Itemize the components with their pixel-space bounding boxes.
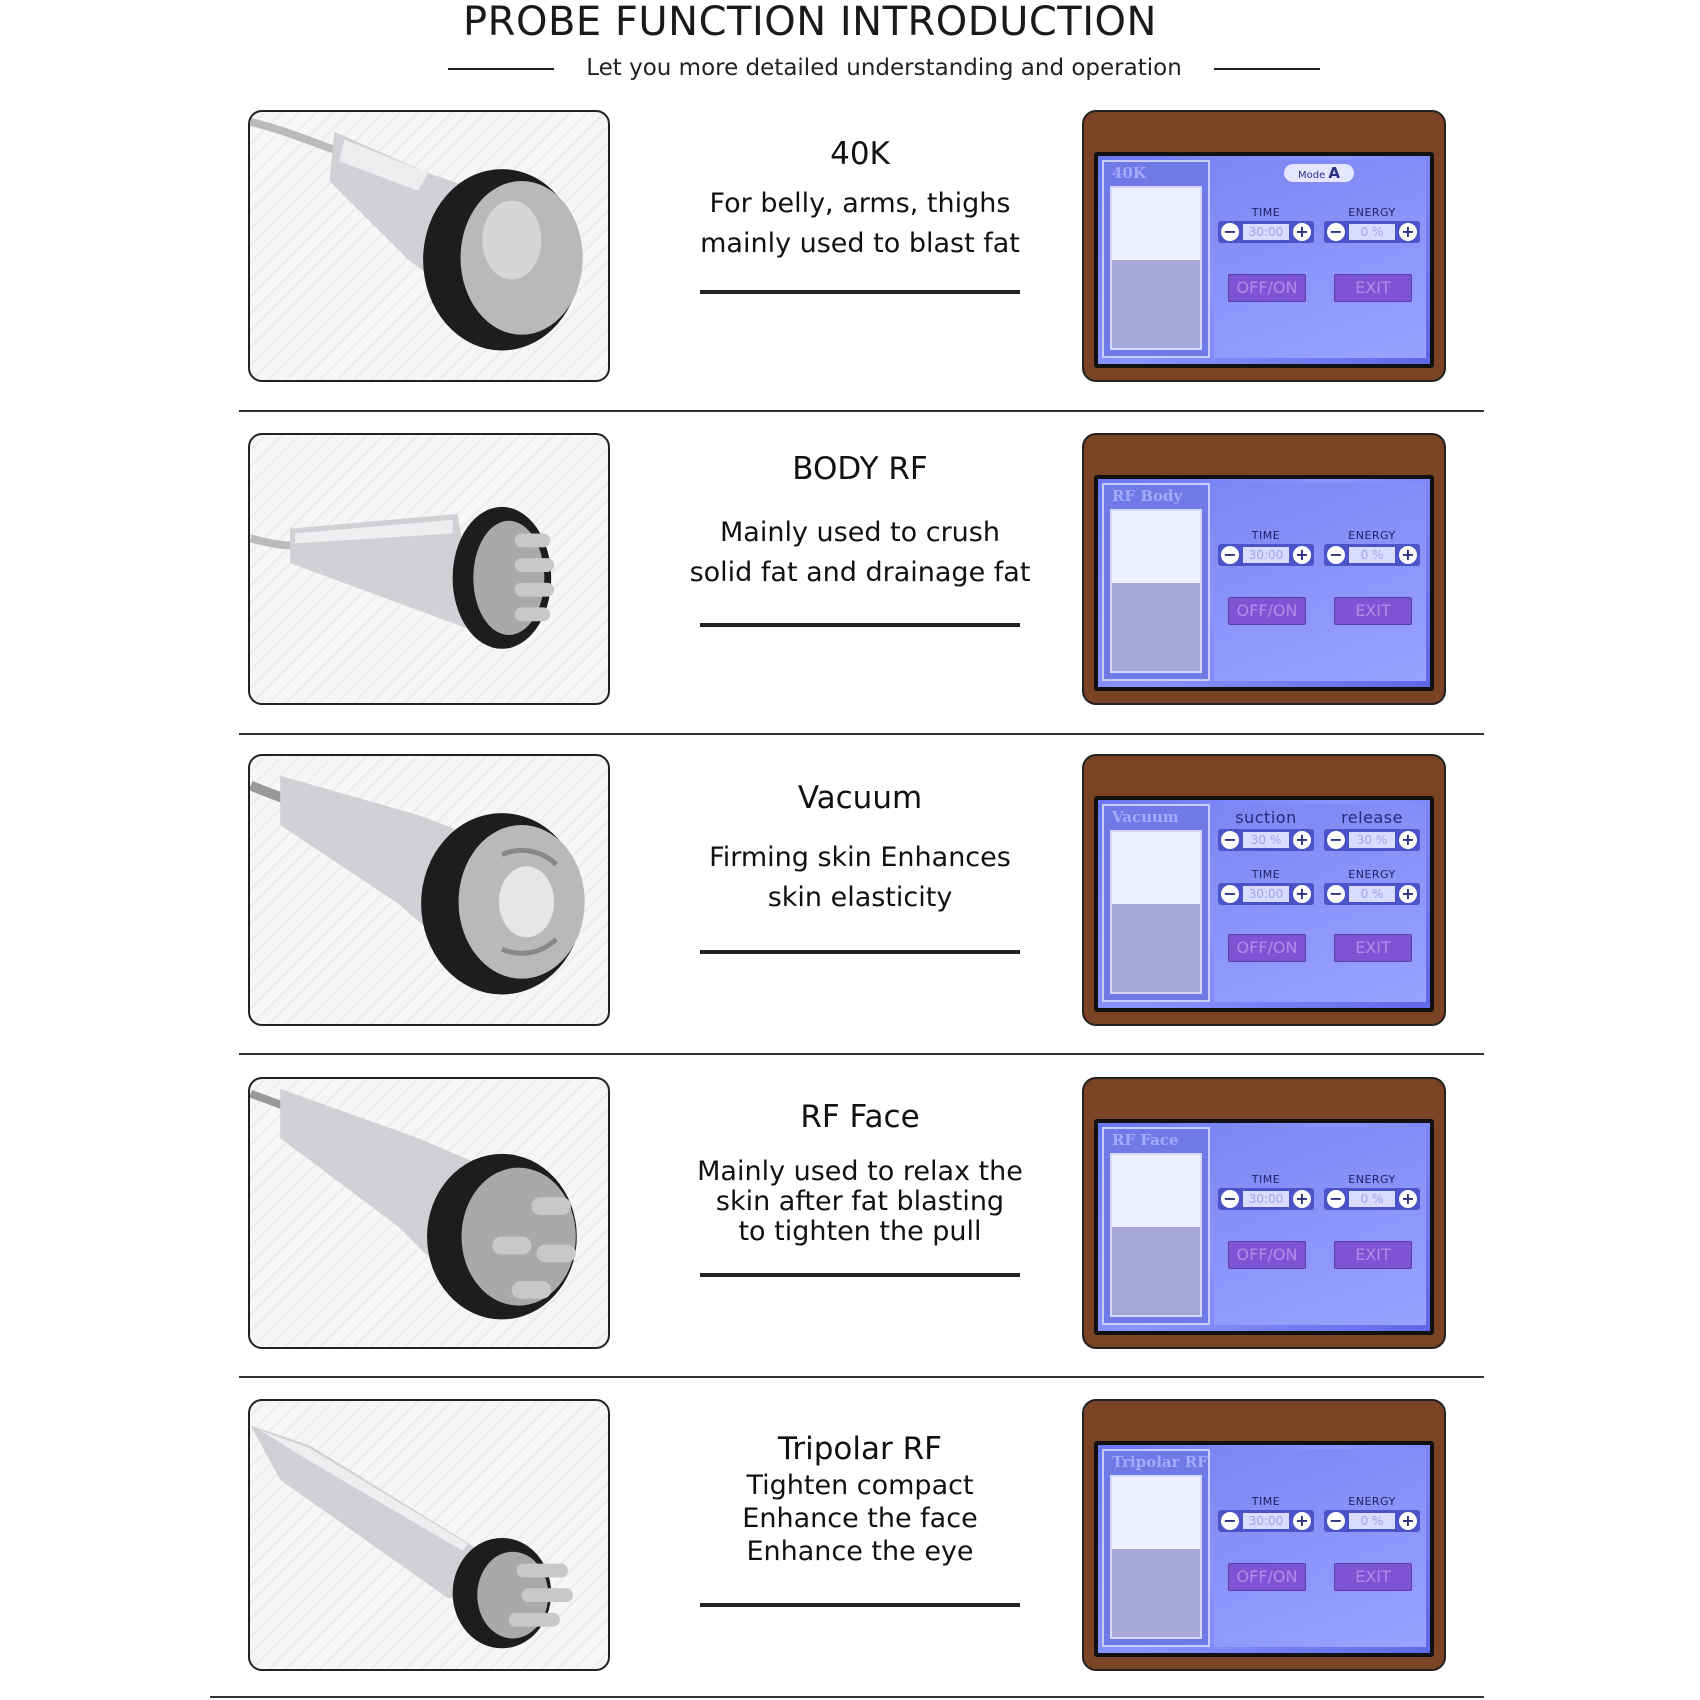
time-label: TIME (1251, 1495, 1281, 1508)
probe-body-rf-icon (250, 435, 608, 703)
row-separator (239, 1053, 1484, 1055)
time-value: 30:00 (1243, 1513, 1289, 1529)
energy-stepper (1324, 221, 1420, 243)
release-stepper (1324, 829, 1420, 851)
mode-panel (1102, 483, 1210, 681)
time-control (1216, 1173, 1316, 1210)
probe-description-line: mainly used to blast fat (700, 228, 1020, 259)
time-stepper (1218, 1188, 1314, 1210)
plus-icon[interactable]: + (1399, 831, 1417, 849)
plus-icon[interactable]: + (1399, 1190, 1417, 1208)
plus-icon[interactable]: + (1293, 546, 1311, 564)
screen-frame-rf-face (1082, 1077, 1446, 1349)
mode-label: Vacuum (1112, 808, 1179, 826)
control-screen (1098, 1445, 1430, 1653)
release-control (1322, 808, 1422, 851)
settings-panel (1214, 160, 1426, 358)
probe-description-line: Mainly used to relax the (697, 1156, 1023, 1187)
plus-icon[interactable]: + (1399, 546, 1417, 564)
plus-icon[interactable]: + (1293, 831, 1311, 849)
off-on-button[interactable]: OFF/ON (1228, 597, 1306, 625)
energy-stepper (1324, 1510, 1420, 1532)
off-on-button[interactable]: OFF/ON (1228, 274, 1306, 302)
off-on-button[interactable]: OFF/ON (1228, 934, 1306, 962)
row-separator (239, 733, 1484, 735)
screen-frame-40k (1082, 110, 1446, 382)
minus-icon[interactable]: − (1221, 546, 1239, 564)
screen-frame-vacuum (1082, 754, 1446, 1026)
probe-description-line: Enhance the face (742, 1503, 978, 1534)
minus-icon[interactable]: − (1327, 1512, 1345, 1530)
energy-stepper (1324, 1188, 1420, 1210)
desc-divider (700, 950, 1020, 954)
probe-description-line: For belly, arms, thighs (709, 188, 1011, 219)
probe-name: Vacuum (797, 780, 923, 816)
mode-pill-label: Mode (1297, 170, 1326, 181)
probe-illustration-icon (1110, 509, 1202, 673)
desc-divider (700, 623, 1020, 627)
time-value: 30:00 (1243, 224, 1289, 240)
probe-name: BODY RF (792, 451, 928, 487)
energy-label: ENERGY (1348, 1173, 1396, 1186)
row-separator (239, 1376, 1484, 1378)
minus-icon[interactable]: − (1327, 1190, 1345, 1208)
probe-desc-tripolar-rf (680, 1399, 1040, 1671)
probe-rf-face-icon (250, 1079, 608, 1347)
time-stepper (1218, 1510, 1314, 1532)
plus-icon[interactable]: + (1293, 223, 1311, 241)
page-title: PROBE FUNCTION INTRODUCTION (463, 0, 1157, 45)
probe-vacuum-icon (250, 756, 608, 1024)
probe-tripolar-rf-icon (250, 1401, 608, 1669)
exit-button[interactable]: EXIT (1334, 1563, 1412, 1591)
time-value: 30:00 (1243, 1191, 1289, 1207)
probe-description-line: skin after fat blasting (715, 1186, 1005, 1217)
suction-label: suction (1235, 808, 1297, 827)
time-stepper (1218, 883, 1314, 905)
mode-panel (1102, 1127, 1210, 1325)
probe-illustration-icon (1110, 1153, 1202, 1317)
plus-icon[interactable]: + (1399, 885, 1417, 903)
probe-photo-tripolar-rf (248, 1399, 610, 1671)
subtitle-rule-right (1214, 68, 1320, 70)
mode-label: RF Face (1112, 1131, 1179, 1149)
energy-control (1322, 1495, 1422, 1532)
probe-description-line: Mainly used to crush (720, 517, 1000, 548)
probe-description-line: to tighten the pull (738, 1216, 982, 1247)
plus-icon[interactable]: + (1399, 1512, 1417, 1530)
probe-photo-40k (248, 110, 610, 382)
probe-description-line: Tighten compact (746, 1470, 974, 1501)
settings-panel (1214, 1449, 1426, 1647)
minus-icon[interactable]: − (1221, 1512, 1239, 1530)
probe-photo-rf-face (248, 1077, 610, 1349)
time-label: TIME (1251, 868, 1281, 881)
exit-button[interactable]: EXIT (1334, 1241, 1412, 1269)
suction-stepper (1218, 829, 1314, 851)
mode-label: 40K (1112, 164, 1146, 182)
release-label: release (1341, 808, 1403, 827)
time-label: TIME (1251, 1173, 1281, 1186)
mode-panel (1102, 804, 1210, 1002)
screen-frame-body-rf (1082, 433, 1446, 705)
probe-name: Tripolar RF (778, 1431, 942, 1467)
suction-control (1216, 808, 1316, 851)
probe-desc-body-rf (680, 433, 1040, 705)
page-subtitle: Let you more detailed understanding and operation (586, 55, 1182, 81)
release-value: 30 % (1349, 832, 1395, 848)
probe-row-body-rf (0, 433, 1700, 733)
time-control (1216, 529, 1316, 566)
probe-illustration-icon (1110, 830, 1202, 994)
probe-photo-vacuum (248, 754, 610, 1026)
plus-icon[interactable]: + (1293, 1190, 1311, 1208)
off-on-button[interactable]: OFF/ON (1228, 1563, 1306, 1591)
probe-description-line: Enhance the eye (746, 1536, 974, 1567)
minus-icon[interactable]: − (1327, 831, 1345, 849)
settings-panel (1214, 804, 1426, 1002)
desc-divider (700, 1603, 1020, 1607)
settings-panel (1214, 483, 1426, 681)
probe-illustration-icon (1110, 186, 1202, 350)
probe-description-line: Firming skin Enhances (709, 842, 1011, 873)
probe-description-line: solid fat and drainage fat (689, 557, 1031, 588)
probe-photo-body-rf (248, 433, 610, 705)
probe-40k-icon (250, 112, 608, 380)
time-control (1216, 1495, 1316, 1532)
probe-desc-40k (680, 110, 1040, 382)
probe-row-tripolar-rf (0, 1399, 1700, 1699)
mode-panel (1102, 1449, 1210, 1647)
time-value: 30:00 (1243, 886, 1289, 902)
energy-value: 0 % (1349, 547, 1395, 563)
energy-value: 0 % (1349, 1191, 1395, 1207)
energy-value: 0 % (1349, 886, 1395, 902)
minus-icon[interactable]: − (1221, 223, 1239, 241)
mode-label: Tripolar RF (1112, 1453, 1208, 1471)
probe-description-line: skin elasticity (767, 882, 953, 913)
energy-label: ENERGY (1348, 206, 1396, 219)
subtitle-block (448, 52, 1320, 92)
desc-divider (700, 290, 1020, 294)
minus-icon[interactable]: − (1327, 546, 1345, 564)
energy-control (1322, 1173, 1422, 1210)
mode-value: A (1328, 164, 1341, 182)
control-screen (1098, 156, 1430, 364)
off-on-button[interactable]: OFF/ON (1228, 1241, 1306, 1269)
probe-name: RF Face (800, 1099, 920, 1135)
energy-label: ENERGY (1348, 1495, 1396, 1508)
time-control (1216, 206, 1316, 243)
control-screen (1098, 479, 1430, 687)
probe-desc-vacuum (680, 754, 1040, 1026)
minus-icon[interactable]: − (1327, 223, 1345, 241)
row-separator (239, 410, 1484, 412)
probe-row-rf-face (0, 1077, 1700, 1377)
desc-divider (700, 1273, 1020, 1277)
probe-desc-rf-face (680, 1077, 1040, 1349)
exit-button[interactable]: EXIT (1334, 274, 1412, 302)
energy-control (1322, 206, 1422, 243)
minus-icon[interactable]: − (1221, 1190, 1239, 1208)
minus-icon[interactable]: − (1221, 831, 1239, 849)
minus-icon[interactable]: − (1327, 885, 1345, 903)
settings-panel (1214, 1127, 1426, 1325)
plus-icon[interactable]: + (1293, 885, 1311, 903)
exit-button[interactable]: EXIT (1334, 934, 1412, 962)
screen-frame-tripolar-rf (1082, 1399, 1446, 1671)
energy-stepper (1324, 544, 1420, 566)
probe-row-vacuum (0, 754, 1700, 1054)
minus-icon[interactable]: − (1221, 885, 1239, 903)
control-screen (1098, 800, 1430, 1008)
subtitle-rule-left (448, 68, 554, 70)
energy-value: 0 % (1349, 224, 1395, 240)
energy-stepper (1324, 883, 1420, 905)
time-control (1216, 868, 1316, 905)
time-value: 30:00 (1243, 547, 1289, 563)
time-stepper (1218, 544, 1314, 566)
energy-control (1322, 529, 1422, 566)
exit-button[interactable]: EXIT (1334, 597, 1412, 625)
energy-label: ENERGY (1348, 529, 1396, 542)
energy-value: 0 % (1349, 1513, 1395, 1529)
probe-name: 40K (830, 136, 890, 172)
probe-illustration-icon (1110, 1475, 1202, 1639)
energy-control (1322, 868, 1422, 905)
control-screen (1098, 1123, 1430, 1331)
plus-icon[interactable]: + (1399, 223, 1417, 241)
mode-panel (1102, 160, 1210, 358)
time-stepper (1218, 221, 1314, 243)
mode-label: RF Body (1112, 487, 1183, 505)
time-label: TIME (1251, 529, 1281, 542)
mode-selector[interactable] (1284, 164, 1354, 182)
energy-label: ENERGY (1348, 868, 1396, 881)
probe-row-40k (0, 110, 1700, 410)
plus-icon[interactable]: + (1293, 1512, 1311, 1530)
time-label: TIME (1251, 206, 1281, 219)
suction-value: 30 % (1243, 832, 1289, 848)
row-separator (210, 1696, 1484, 1698)
